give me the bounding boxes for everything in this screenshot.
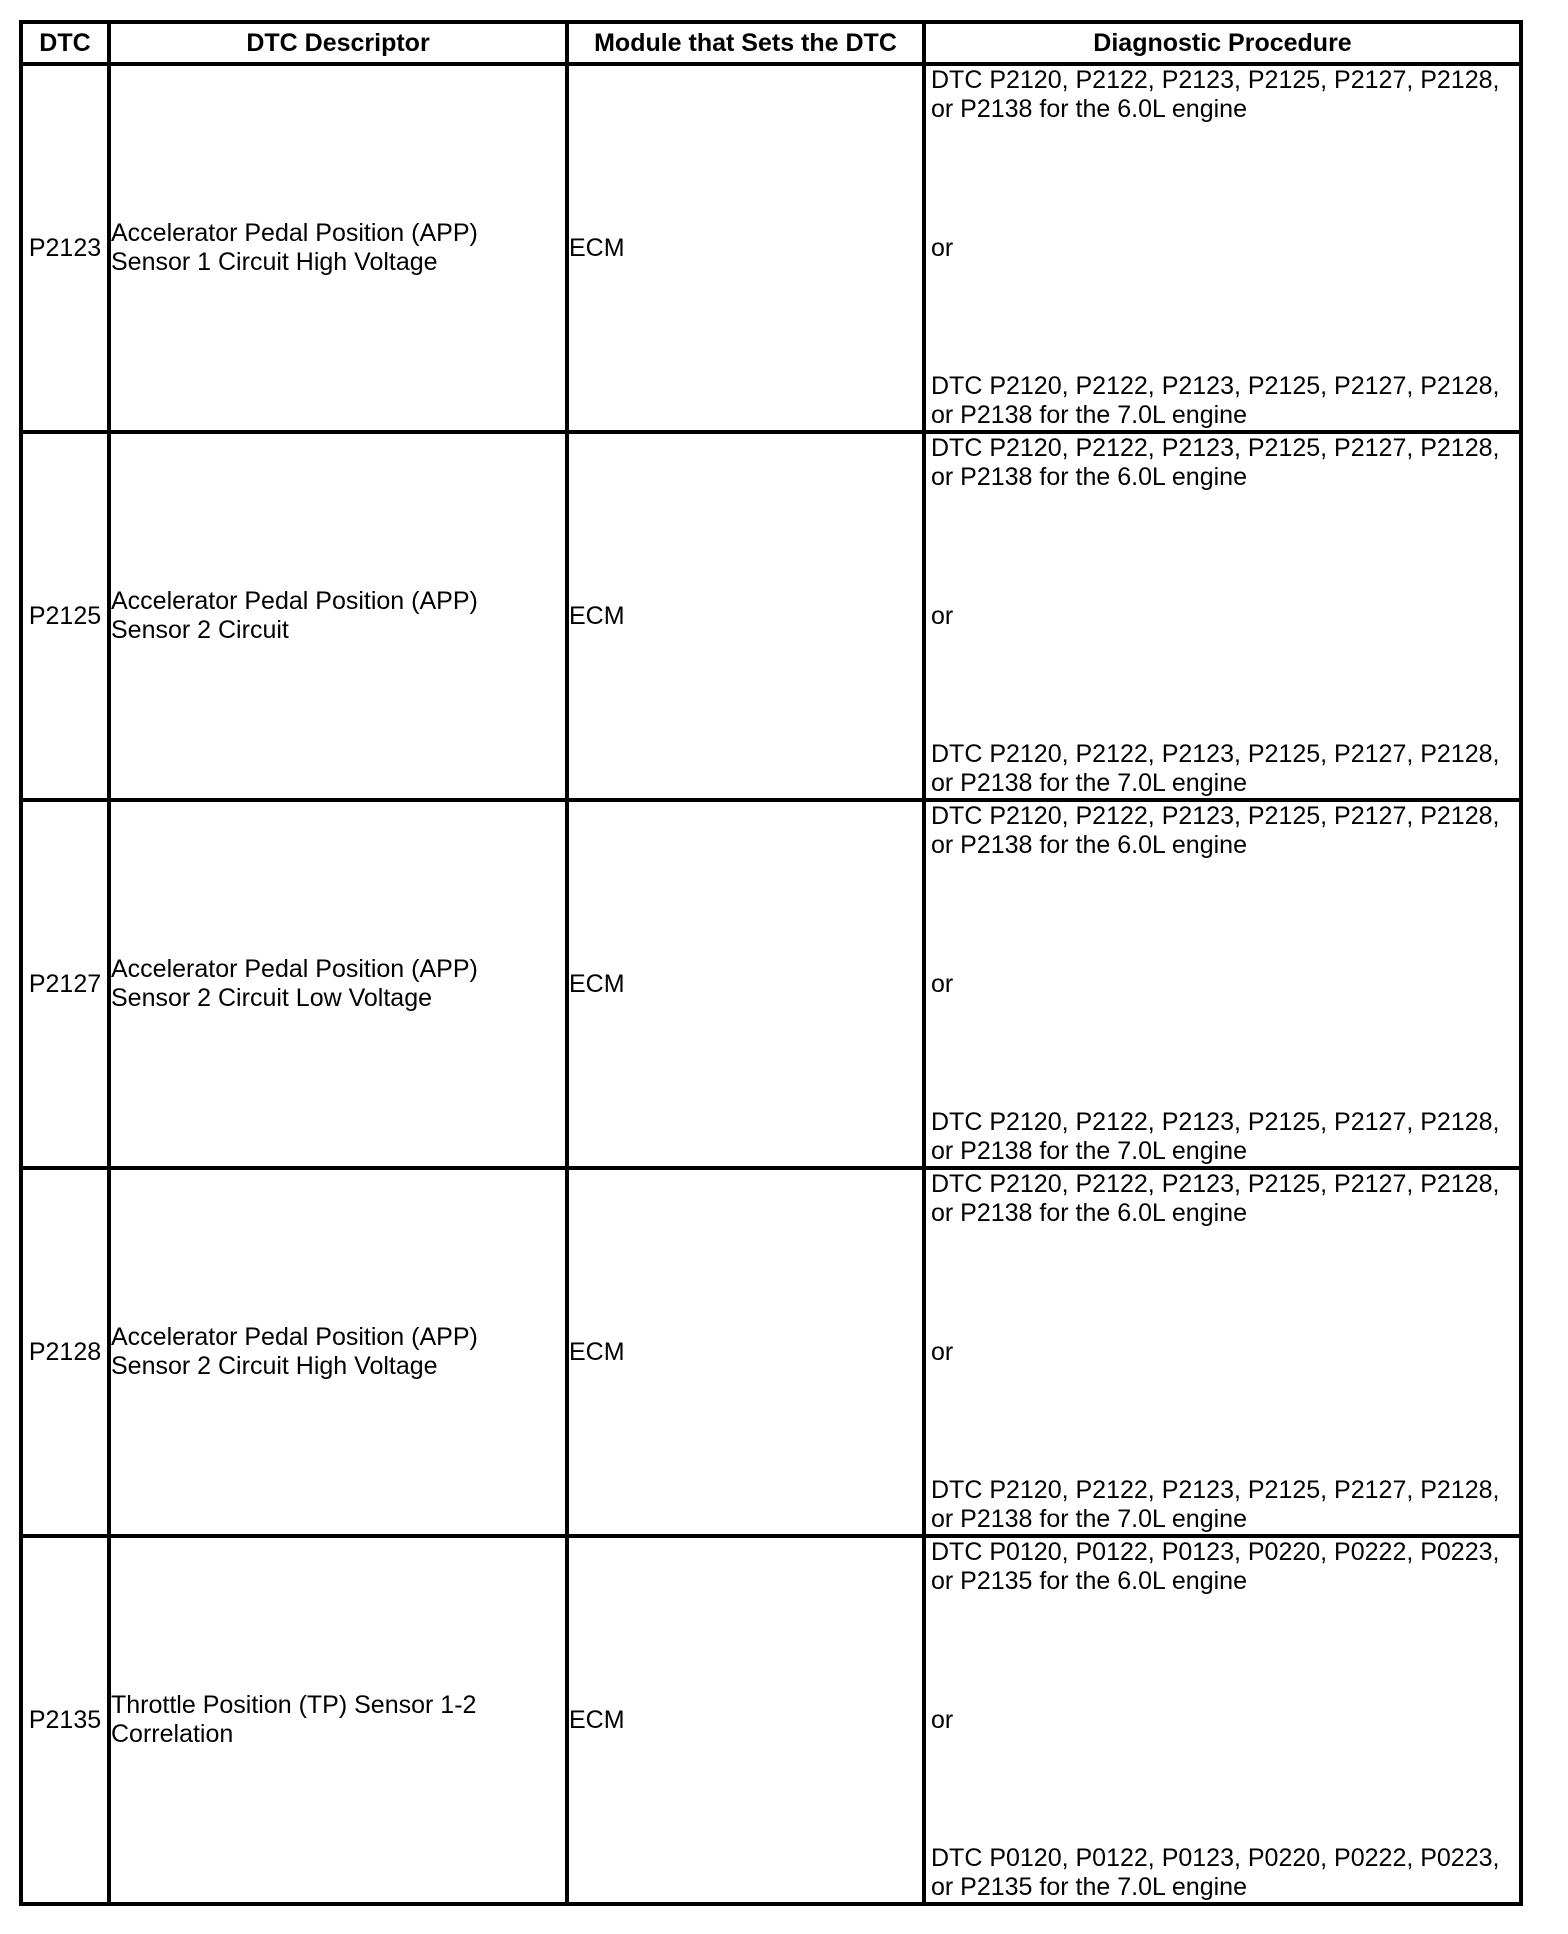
- procedure-line: or P2138 for the 7.0L engine: [931, 769, 1247, 797]
- descriptor-line: Sensor 2 Circuit: [111, 616, 289, 644]
- dtc-module: ECM: [567, 432, 924, 800]
- descriptor-line: Correlation: [111, 1720, 234, 1748]
- descriptor-line: Throttle Position (TP) Sensor 1-2: [111, 1691, 477, 1719]
- dtc-descriptor: [109, 64, 567, 432]
- dtc-module: ECM: [567, 64, 924, 432]
- dtc-descriptor: [109, 800, 567, 1168]
- descriptor-line: Sensor 2 Circuit High Voltage: [111, 1352, 438, 1380]
- dtc-procedure: [924, 64, 1521, 432]
- procedure-line: or P2138 for the 6.0L engine: [931, 463, 1247, 491]
- dtc-code: P2123: [21, 64, 109, 432]
- header-dtc: DTC: [21, 22, 109, 64]
- procedure-or: or: [931, 601, 954, 630]
- procedure-6l: [931, 434, 1511, 492]
- procedure-line: DTC P2120, P2122, P2123, P2125, P2127, P2128,: [931, 66, 1500, 94]
- procedure-line: or P2138 for the 7.0L engine: [931, 1137, 1247, 1165]
- procedure-or: or: [931, 233, 954, 262]
- procedure-line: or P2135 for the 7.0L engine: [931, 1873, 1247, 1901]
- procedure-line: DTC P2120, P2122, P2123, P2125, P2127, P2128,: [931, 740, 1500, 768]
- table-row: [21, 1168, 1521, 1536]
- descriptor-line: Accelerator Pedal Position (APP): [111, 219, 478, 247]
- table-header-row: [21, 22, 1521, 64]
- header-descriptor: DTC Descriptor: [109, 22, 567, 64]
- dtc-procedure: [924, 800, 1521, 1168]
- procedure-or: or: [931, 969, 954, 998]
- header-module: Module that Sets the DTC: [567, 22, 924, 64]
- table-row: [21, 1536, 1521, 1904]
- dtc-module: ECM: [567, 800, 924, 1168]
- dtc-descriptor: [109, 432, 567, 800]
- procedure-line: DTC P2120, P2122, P2123, P2125, P2127, P2128,: [931, 434, 1500, 462]
- procedure-6l: [931, 66, 1511, 124]
- procedure-line: DTC P0120, P0122, P0123, P0220, P0222, P0223,: [931, 1844, 1500, 1872]
- descriptor-line: Accelerator Pedal Position (APP): [111, 1323, 478, 1351]
- dtc-procedure: [924, 1168, 1521, 1536]
- procedure-line: or P2135 for the 6.0L engine: [931, 1567, 1247, 1595]
- dtc-code: P2125: [21, 432, 109, 800]
- procedure-line: DTC P2120, P2122, P2123, P2125, P2127, P2128,: [931, 372, 1500, 400]
- dtc-module: ECM: [567, 1168, 924, 1536]
- dtc-descriptor: [109, 1168, 567, 1536]
- procedure-line: DTC P0120, P0122, P0123, P0220, P0222, P0223,: [931, 1538, 1500, 1566]
- descriptor-line: Accelerator Pedal Position (APP): [111, 587, 478, 615]
- dtc-module: ECM: [567, 1536, 924, 1904]
- table-row: [21, 64, 1521, 432]
- procedure-or: or: [931, 1705, 954, 1734]
- dtc-code: P2127: [21, 800, 109, 1168]
- dtc-descriptor: [109, 1536, 567, 1904]
- procedure-line: or P2138 for the 7.0L engine: [931, 401, 1247, 429]
- descriptor-line: Accelerator Pedal Position (APP): [111, 955, 478, 983]
- procedure-7l: [931, 372, 1511, 430]
- procedure-6l: [931, 802, 1511, 860]
- procedure-line: or P2138 for the 6.0L engine: [931, 95, 1247, 123]
- procedure-line: DTC P2120, P2122, P2123, P2125, P2127, P2128,: [931, 1476, 1500, 1504]
- procedure-6l: [931, 1170, 1511, 1228]
- procedure-or: or: [931, 1337, 954, 1366]
- header-procedure: Diagnostic Procedure: [924, 22, 1521, 64]
- procedure-6l: [931, 1538, 1511, 1596]
- dtc-procedure: [924, 432, 1521, 800]
- procedure-7l: [931, 1476, 1511, 1534]
- table-row: [21, 432, 1521, 800]
- procedure-line: DTC P2120, P2122, P2123, P2125, P2127, P2128,: [931, 1170, 1500, 1198]
- dtc-code: P2135: [21, 1536, 109, 1904]
- table-row: [21, 800, 1521, 1168]
- procedure-7l: [931, 1108, 1511, 1166]
- procedure-line: DTC P2120, P2122, P2123, P2125, P2127, P2128,: [931, 1108, 1500, 1136]
- procedure-line: DTC P2120, P2122, P2123, P2125, P2127, P2128,: [931, 802, 1500, 830]
- dtc-procedure: [924, 1536, 1521, 1904]
- procedure-line: or P2138 for the 7.0L engine: [931, 1505, 1247, 1533]
- descriptor-line: Sensor 2 Circuit Low Voltage: [111, 984, 433, 1012]
- dtc-code: P2128: [21, 1168, 109, 1536]
- dtc-table: [19, 20, 1523, 1906]
- procedure-7l: [931, 740, 1511, 798]
- procedure-line: or P2138 for the 6.0L engine: [931, 831, 1247, 859]
- procedure-line: or P2138 for the 6.0L engine: [931, 1199, 1247, 1227]
- procedure-7l: [931, 1844, 1511, 1902]
- descriptor-line: Sensor 1 Circuit High Voltage: [111, 248, 438, 276]
